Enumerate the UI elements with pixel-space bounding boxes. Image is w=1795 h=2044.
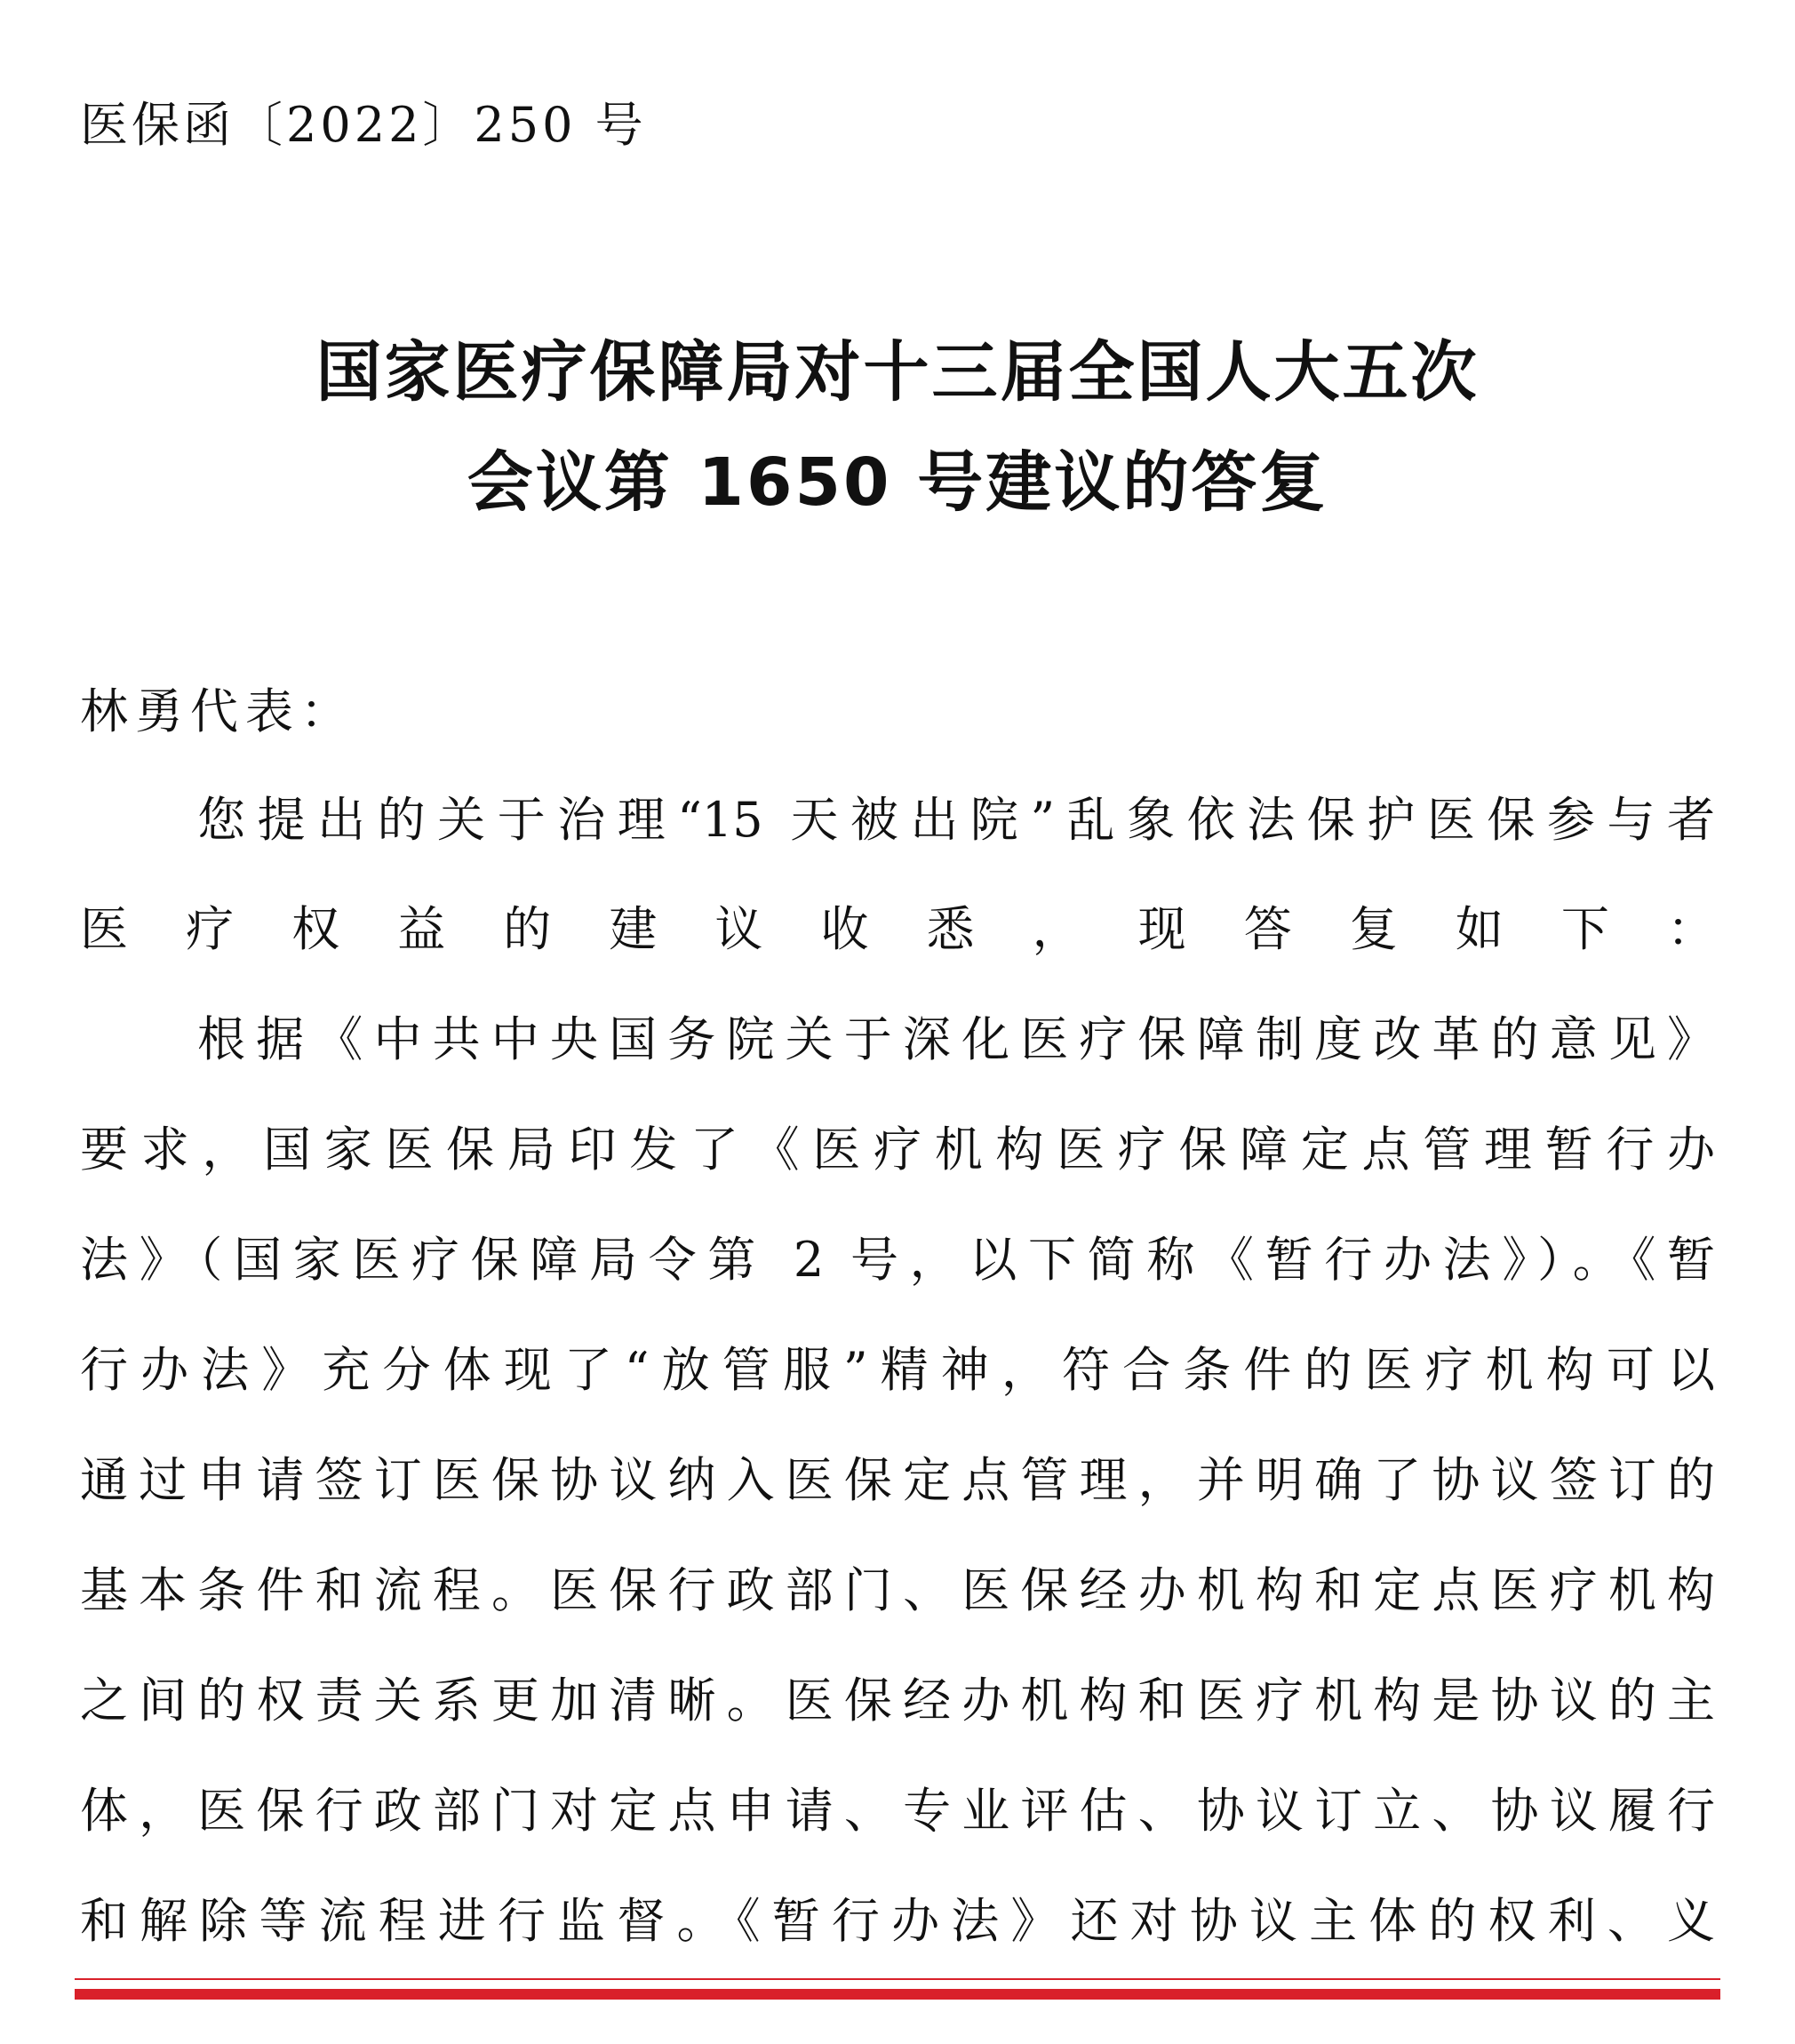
document-title-line-1: 国家医疗保障局对十三届全国人大五次: [315, 334, 1480, 411]
body-line: 体，医保行政部门对定点申请、专业评估、协议订立、协议履行: [80, 1783, 1715, 1839]
footer-rule-thin: [75, 1978, 1720, 1980]
document-number: 医保函〔2022〕250 号: [80, 97, 647, 153]
document-title-line-2: 会议第 1650 号建议的答复: [467, 444, 1328, 521]
body-line: 您提出的关于治理“15 天被出院”乱象依法保护医保参与者: [197, 792, 1715, 848]
body-line: 医疗权益的建议收悉，现答复如下：: [80, 901, 1715, 957]
body-line: 要求，国家医保局印发了《医疗机构医疗保障定点管理暂行办: [80, 1122, 1715, 1178]
body-line: 行办法》充分体现了“放管服”精神，符合条件的医疗机构可以: [80, 1342, 1715, 1398]
body-line: 通过申请签订医保协议纳入医保定点管理，并明确了协议签订的: [80, 1452, 1715, 1508]
body-line: 和解除等流程进行监督。《暂行办法》还对协议主体的权利、义: [80, 1893, 1715, 1949]
body-line: 基本条件和流程。医保行政部门、医保经办机构和定点医疗机构: [80, 1562, 1715, 1618]
body-line: 之间的权责关系更加清晰。医保经办机构和医疗机构是协议的主: [80, 1673, 1715, 1729]
salutation: 林勇代表：: [80, 683, 355, 739]
body-line: 根据《中共中央国务院关于深化医疗保障制度改革的意见》: [197, 1011, 1715, 1067]
body-line: 法》（国家医疗保障局令第 2 号，以下简称《暂行办法》）。《暂: [80, 1232, 1715, 1288]
footer-rule-thick: [75, 1989, 1720, 2000]
